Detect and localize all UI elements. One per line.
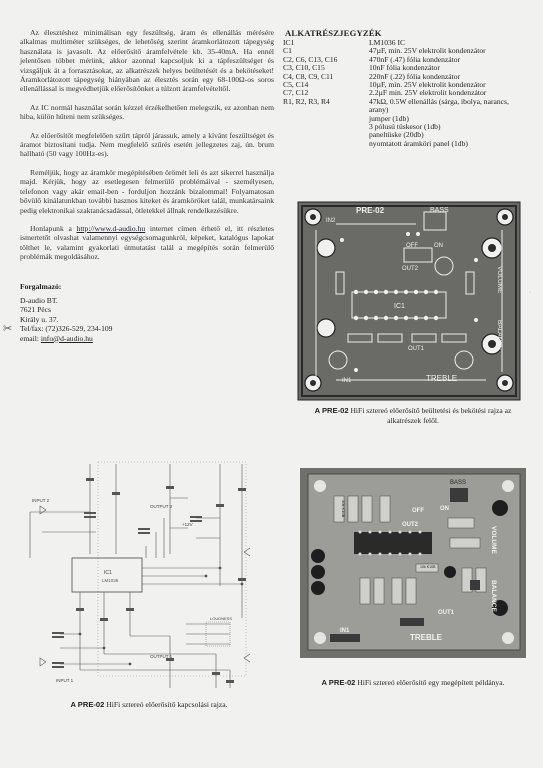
pcb-layout-figure xyxy=(296,200,522,402)
part-reference xyxy=(283,140,369,148)
part-description: LM1036 IC xyxy=(369,38,406,47)
distributor-block xyxy=(20,282,274,343)
part-reference xyxy=(283,115,369,123)
part-reference: C7, C12 xyxy=(283,88,309,98)
part-description: 10nF fólia kondenzátor xyxy=(369,63,440,73)
photo-caption-text: HiFi sztereó előerősítő egy megépített példánya. xyxy=(355,678,505,687)
schematic-caption xyxy=(24,700,274,710)
pcb-title: PRE-02 xyxy=(356,206,385,215)
pcb-bass-label: BASS xyxy=(430,207,449,214)
photo-in1-label: IN1 xyxy=(340,628,350,634)
schematic-caption-bold: A PRE-02 xyxy=(70,700,105,709)
parts-row xyxy=(283,140,528,148)
part-description: 220nF (.22) fólia kondenzátor xyxy=(369,71,461,81)
homepage-link[interactable]: http://www.d-audio.hu xyxy=(76,223,146,233)
parts-list-title: ALKATRÉSZJEGYZÉK xyxy=(285,28,382,38)
paragraph-ic-heat: Az IC normál használat során kézzel érzékelhetően melegszik, ez azonban nem hiba, külön hűteni nem szükséges. xyxy=(20,102,274,122)
photo-resistor-label-2: 10k K10B xyxy=(420,565,436,569)
photo-treble-label: TREBLE xyxy=(410,633,442,642)
paragraph-contact: Reméljük, hogy az áramkör megépítésében örömét leli és azt sikerrel használja majd. Kérjük, hogy az esetlegesen felmerülő problémáival - személyesen, telefonon vagy akár email-ben - forduljon hozzánk bizalommal! Folyamatosan bővülő kínálatunkban további hasznos kiteket és áramköröket talál, munkatársaink pedig elektronikai szaktanácsadással, ötletekkel állnak rendelkezésükre. xyxy=(20,167,274,215)
schematic-input2: INPUT 2 xyxy=(32,498,50,503)
pcb-caption-bold: A PRE-02 xyxy=(314,406,349,415)
photo-caption xyxy=(296,678,530,688)
part-description: 47µF, min. 25V elektrolit kondenzátor xyxy=(369,46,486,56)
paper-speck: · xyxy=(520,520,522,526)
schematic-output2: OUTPUT 2 xyxy=(150,504,173,509)
pcb-caption xyxy=(300,406,526,425)
photo-caption-bold: A PRE-02 xyxy=(321,678,356,687)
part-reference xyxy=(283,131,369,139)
pcb-ic-label: IC1 xyxy=(394,303,405,310)
pcb-in2-label: IN2 xyxy=(326,218,336,224)
distributor-heading: Forgalmazó: xyxy=(20,281,62,291)
distributor-phone: Tel/fax: (72)326-529, 234-109 xyxy=(20,324,113,334)
paragraph-power-supply: Az előerősítőt megfelelően szűrt tápról járassuk, amely a kívánt feszültséget és áramot biztosítani tudja. Nem megfelelő szűrés esetén jellegzetes zaj, ún. brum hallható (50 vagy 100Hz-es). xyxy=(20,130,274,159)
part-reference: R1, R2, R3, R4 xyxy=(283,96,330,106)
schematic-input1: INPUT 1 xyxy=(56,678,74,683)
pcb-out2-label: OUT2 xyxy=(402,266,419,272)
scissors-icon: ✂ xyxy=(3,323,13,335)
part-reference: C4, C8, C9, C11 xyxy=(283,71,334,81)
part-reference: C3, C10, C15 xyxy=(283,63,325,73)
photo-on-label: ON xyxy=(440,506,449,512)
schematic-loudness: LOUDNESS xyxy=(210,616,233,621)
homepage-text-before: Honlapunk a xyxy=(30,223,77,233)
part-description: 3 pólusú tüskesor (1db) xyxy=(369,122,441,132)
distributor-street: Király u. 37. xyxy=(20,314,59,324)
distributor-name: D-audio BT. xyxy=(20,295,58,305)
part-description: 470nF (.47) fólia kondenzátor xyxy=(369,54,461,64)
part-description: 2.2µF min. 25V elektrolit kondenzátor xyxy=(369,88,487,98)
pcb-out1-label: OUT1 xyxy=(408,346,425,352)
photo-volume-label: VOLUME xyxy=(490,526,497,554)
pcb-off-label: OFF xyxy=(406,243,418,249)
paragraph-setup: Az élesztéshez minimálisan egy feszültség, áram és ellenállás mérésére alkalmas multiméter szükséges, de lehetőség szerint áramkorlátozott tápegység használata is javasolt. Az előerősítő áramfelvétele kb. 35-40mA. Ha ennél jelentősen többet mérünk, akkor azonnal kapcsoljuk ki a tápfeszültséget és vizsgáljuk át a forrasztásokat, az alkatrészek helyes beültetését és a bekötéseket! Áramkorlátozott tápegység hiányában az élesztés során egy 68-100Ω-os soros ellenállással is megvédhetjük előerősítőnket a túlzott áramfelvételtől. xyxy=(20,28,274,94)
pcb-on-label: ON xyxy=(434,243,443,249)
photo-balance-label: BALANCE xyxy=(490,580,497,612)
distributor-city: 7621 Pécs xyxy=(20,305,52,315)
pcb-in1-label: IN1 xyxy=(342,378,352,384)
parts-row xyxy=(283,98,528,115)
pcb-treble-label: TREBLE xyxy=(426,374,458,383)
part-reference: C5, C14 xyxy=(283,80,309,90)
distributor-email-line xyxy=(20,334,274,343)
photo-bass-label: BASS xyxy=(450,480,467,486)
part-description: 47kΩ, 0.5W ellenállás (sárga, ibolya, narancs, arany) xyxy=(369,96,509,115)
part-reference xyxy=(283,123,369,131)
schematic-ic-label: IC1 xyxy=(104,570,112,576)
pcb-balance-label: BALANCE xyxy=(496,320,503,351)
schematic-supply: +12V xyxy=(182,522,193,527)
board-photo-drawing xyxy=(300,468,526,658)
left-column xyxy=(20,28,274,343)
photo-resistor-label-1: 10k K10B xyxy=(341,500,346,518)
schematic-figure xyxy=(20,458,274,698)
part-reference: C1 xyxy=(283,46,292,56)
pcb-layout-drawing xyxy=(296,200,522,402)
email-link[interactable]: info@d-audio.hu xyxy=(40,333,93,343)
schematic-output1: OUTPUT 1 xyxy=(150,654,173,659)
part-description: jumper (1db) xyxy=(369,113,409,123)
homepage-text-after: internet címen érhető el, itt részletes ismertetőt olvashat valamennyi egységcsomagunkról, képeket, katalógus lapokat tölthet le, valamint gyakorlati útmutatást talál a megépítés során felmerülő problémák megoldásához. xyxy=(20,223,274,262)
photo-out1-label: OUT1 xyxy=(438,610,455,616)
paper-speck: · xyxy=(529,290,531,296)
pcb-volume-label: VOLUME xyxy=(496,266,503,294)
schematic-caption-text: HiFi sztereó előerősítő kapcsolási rajza. xyxy=(104,700,228,709)
part-reference: C2, C6, C13, C16 xyxy=(283,54,338,64)
paragraph-homepage xyxy=(20,224,274,262)
pcb-caption-text: HiFi sztereó előerősítő beültetési és bekötési rajza az alkatrészek felől. xyxy=(348,406,512,425)
part-reference: IC1 xyxy=(283,38,295,47)
photo-off-label: OFF xyxy=(412,508,424,514)
parts-table xyxy=(283,39,528,148)
schematic-ic-part: LM1036 xyxy=(102,578,119,583)
email-label: email: xyxy=(20,333,41,343)
built-board-photo xyxy=(300,468,526,658)
part-description: nyomtatott áramköri panel (1db) xyxy=(369,138,468,148)
schematic-diagram xyxy=(20,458,274,698)
right-column xyxy=(283,28,528,148)
photo-out2-label: OUT2 xyxy=(402,522,419,528)
part-description: paneltüske (20db) xyxy=(369,130,424,140)
part-description: 10µF, min. 25V elektrolit kondenzátor xyxy=(369,80,486,90)
